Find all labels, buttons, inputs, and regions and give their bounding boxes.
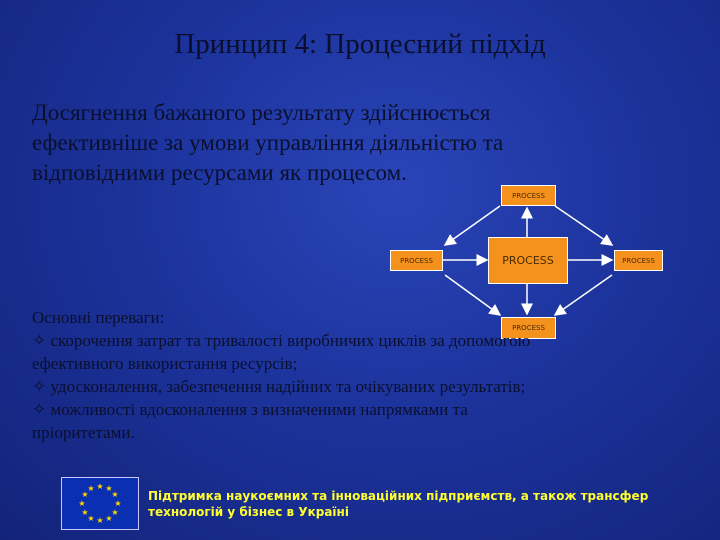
benefit-item: ефективного використання ресурсів;: [32, 354, 298, 373]
benefits-list: [32, 306, 712, 444]
slide-title: Принцип 4: Процесний підхід: [174, 28, 546, 60]
benefit-item: пріоритетами.: [32, 423, 135, 442]
svg-text:★: ★: [87, 514, 95, 523]
svg-text:★: ★: [111, 508, 119, 517]
svg-text:★: ★: [96, 516, 104, 525]
svg-text:★: ★: [87, 484, 95, 493]
svg-text:★: ★: [81, 508, 89, 517]
intro-line: відповідними ресурсами як процесом.: [32, 160, 407, 185]
eu-flag-icon: [61, 477, 139, 530]
svg-text:★: ★: [105, 514, 113, 523]
svg-text:★: ★: [96, 482, 104, 491]
benefit-item: ✧ скорочення затрат та тривалості виробничих циклів за допомогою: [32, 331, 531, 350]
svg-text:★: ★: [81, 490, 89, 499]
intro-line: Досягнення бажаного результату здійснюється: [32, 100, 491, 125]
process-box-center: PROCESS: [488, 237, 568, 284]
benefit-item: ✧ можливості вдосконалення з визначеними напрямками та: [32, 400, 468, 419]
process-box-left: PROCESS: [390, 250, 443, 271]
benefit-item: ✧ удосконалення, забезпечення надійних та очікуваних результатів;: [32, 377, 526, 396]
intro-line: ефективніше за умови управління діяльністю та: [32, 130, 504, 155]
footer-line: технологій у бізнес в Україні: [148, 505, 349, 519]
process-box-top: PROCESS: [501, 185, 556, 206]
svg-text:★: ★: [111, 490, 119, 499]
footer-line: Підтримка наукоємних та інноваційних підприємств, а також трансфер: [148, 489, 649, 503]
benefits-heading: Основні переваги:: [32, 308, 165, 327]
svg-text:★: ★: [78, 499, 86, 508]
process-box-right: PROCESS: [614, 250, 663, 271]
svg-text:★: ★: [114, 499, 122, 508]
process-box-bottom: PROCESS: [501, 317, 556, 339]
svg-text:★: ★: [105, 484, 113, 493]
footer-text: [148, 488, 708, 520]
